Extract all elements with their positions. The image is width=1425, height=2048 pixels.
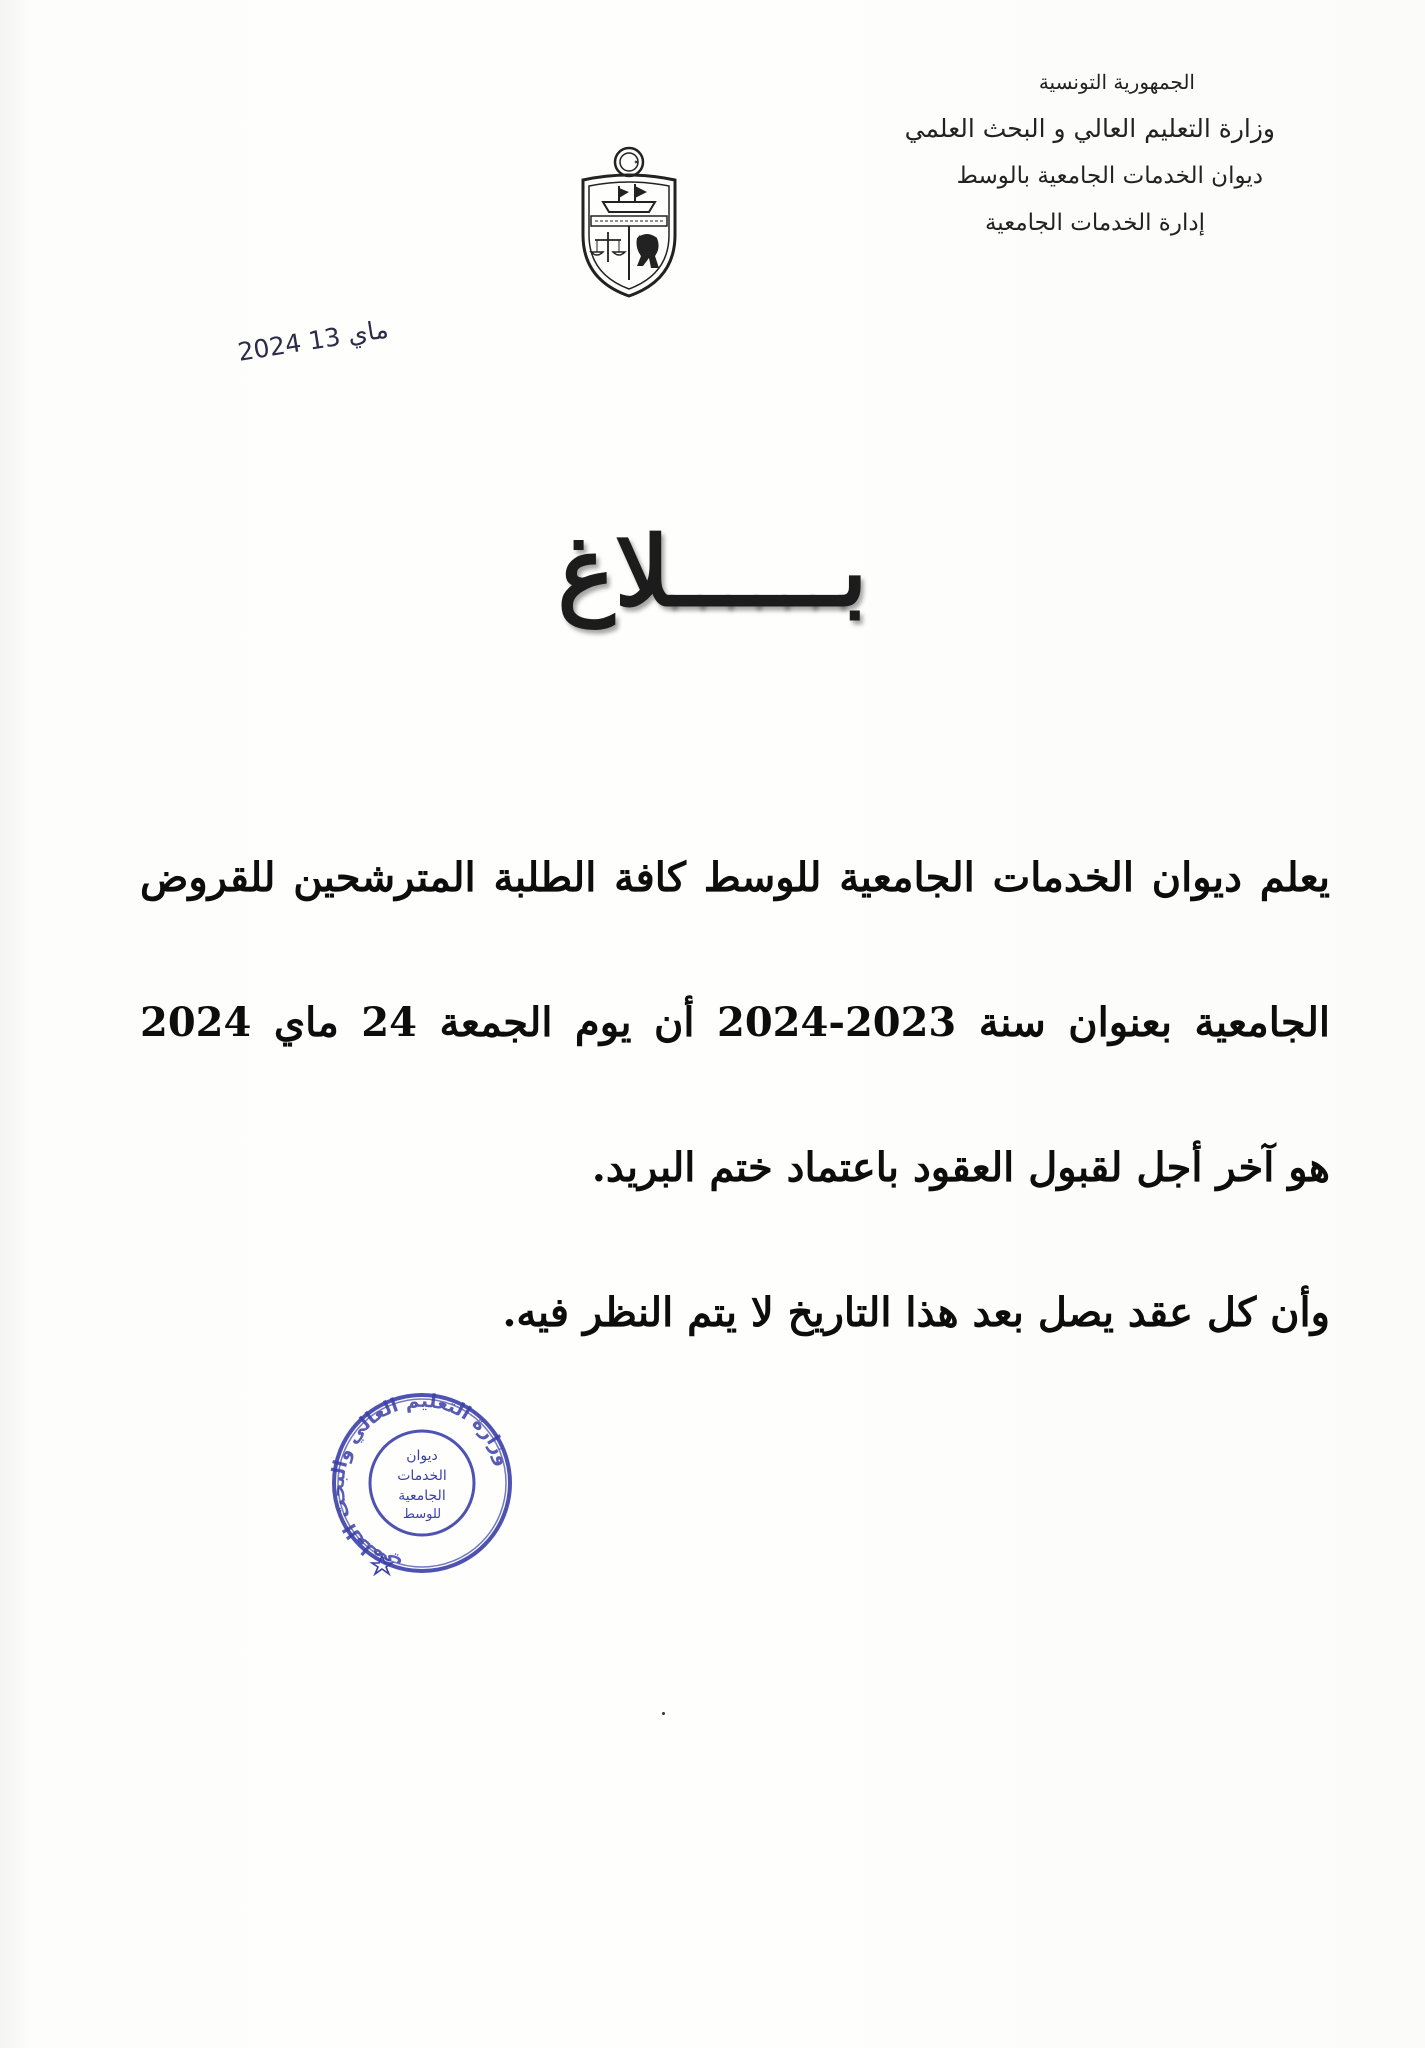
svg-text:الخدمات: الخدمات — [397, 1468, 447, 1484]
header-office: ديوان الخدمات الجامعية بالوسط — [956, 163, 1263, 190]
ministry-header — [855, 70, 1275, 238]
tunisia-coat-of-arms-icon — [575, 140, 683, 300]
announcement-body — [140, 848, 1330, 1428]
paper-speck — [662, 1712, 665, 1715]
date-received-note: 2024 ماي 13 — [235, 314, 391, 367]
header-department: إدارة الخدمات الجامعية — [984, 210, 1205, 236]
body-line-1: يعلم ديوان الخدمات الجامعية للوسط كافة الطلبة المترشحين للقروض — [140, 854, 1330, 901]
header-republic: الجمهورية التونسية — [1038, 70, 1195, 94]
svg-text:الجامعية: الجامعية — [398, 1488, 446, 1504]
svg-text:ديوان: ديوان — [406, 1448, 438, 1464]
official-seal-stamp-icon — [322, 1388, 522, 1578]
svg-text:وزارة التعليم العالي والبحث ال: وزارة التعليم العالي والبحث العلمي — [326, 1389, 515, 1577]
svg-text:للوسط: للوسط — [402, 1507, 442, 1522]
page-title: بــــــلاغ — [557, 515, 868, 628]
header-ministry: وزارة التعليم العالي و البحث العلمي — [904, 114, 1275, 143]
body-line-4: وأن كل عقد يصل بعد هذا التاريخ لا يتم النظر فيه. — [502, 1289, 1330, 1336]
body-line-2: الجامعية بعنوان سنة 2023-2024 أن يوم الجمعة 24 ماي 2024 — [140, 999, 1331, 1046]
body-line-3: هو آخر أجل لقبول العقود باعتماد ختم البريد. — [591, 1144, 1330, 1191]
